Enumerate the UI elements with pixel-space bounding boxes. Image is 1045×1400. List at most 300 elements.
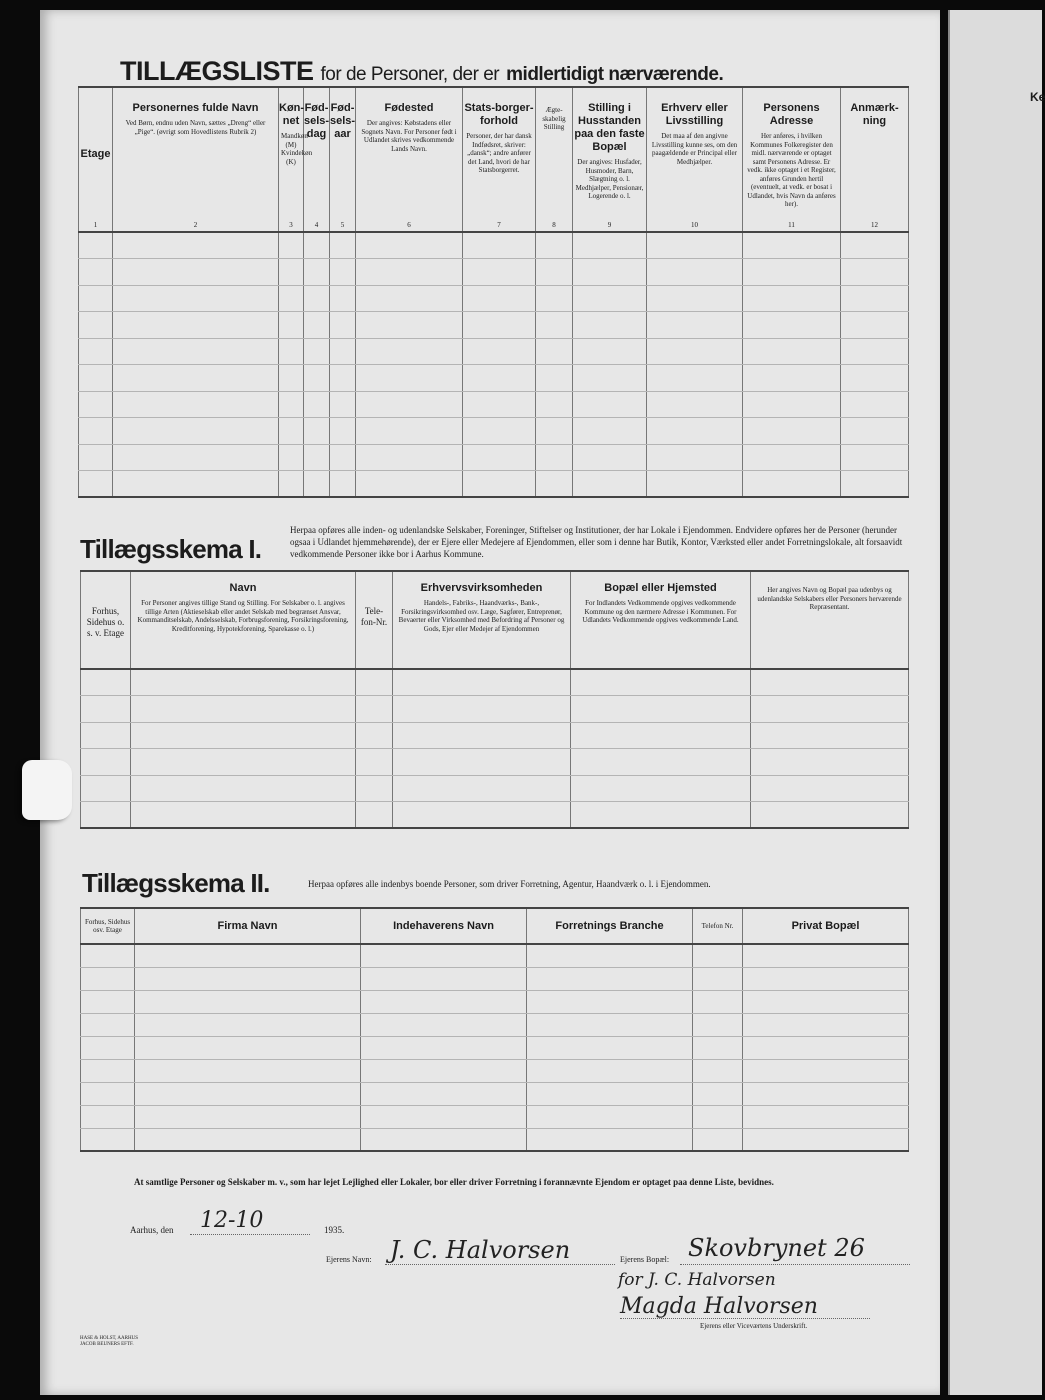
skema2-header-col-4 bbox=[527, 908, 693, 944]
table-cell[interactable] bbox=[81, 1036, 135, 1059]
skema1-header-col-1 bbox=[81, 571, 131, 669]
table-cell[interactable] bbox=[573, 444, 647, 471]
table-cell[interactable] bbox=[81, 1105, 135, 1128]
table-cell[interactable] bbox=[743, 391, 841, 418]
table-cell[interactable] bbox=[647, 232, 743, 259]
list-header-title: Fød-sels-dag bbox=[304, 102, 330, 140]
table-cell[interactable] bbox=[113, 444, 279, 471]
table-cell[interactable] bbox=[527, 1036, 693, 1059]
table-cell[interactable] bbox=[356, 259, 463, 286]
skema1-header-subtitle: Handels-, Fabriks-, Haandværks-, Bank-, Forsikringsvirksomhed osv. Læge, Sagfører, Entreprenør, Bevaerter eller Virksomhed med Befordring af Personer og Gods, Ejer eller Medejer af Ejendommen bbox=[398, 599, 565, 633]
table-cell[interactable] bbox=[79, 312, 113, 339]
table-cell[interactable] bbox=[356, 669, 393, 696]
table-cell[interactable] bbox=[356, 365, 463, 392]
table-cell[interactable] bbox=[743, 285, 841, 312]
table-cell[interactable] bbox=[81, 1082, 135, 1105]
skema2-header-title: Forretnings Branche bbox=[555, 919, 664, 932]
table-cell[interactable] bbox=[361, 1013, 527, 1036]
list-header-col-2 bbox=[113, 87, 279, 232]
table-cell[interactable] bbox=[135, 990, 361, 1013]
table-cell[interactable] bbox=[571, 669, 751, 696]
list-header-col-10 bbox=[647, 87, 743, 232]
table-row bbox=[79, 391, 909, 418]
table-cell[interactable] bbox=[361, 1105, 527, 1128]
table-cell[interactable] bbox=[79, 365, 113, 392]
place-label: Aarhus, den bbox=[130, 1225, 174, 1235]
next-page-text: Ke bbox=[1030, 90, 1045, 104]
table-cell[interactable] bbox=[393, 775, 571, 802]
table-cell[interactable] bbox=[330, 391, 356, 418]
table-cell[interactable] bbox=[81, 775, 131, 802]
table-cell[interactable] bbox=[743, 990, 909, 1013]
table-cell[interactable] bbox=[647, 312, 743, 339]
list-header-col-12 bbox=[841, 87, 909, 232]
table-cell[interactable] bbox=[330, 232, 356, 259]
list-header-col-3 bbox=[279, 87, 313, 232]
table-cell[interactable] bbox=[330, 312, 356, 339]
table-cell[interactable] bbox=[361, 990, 527, 1013]
table-cell[interactable] bbox=[131, 669, 356, 696]
skema1-header-subtitle: For Personer angives tillige Stand og Stilling. For Selskaber o. l. angives tillige Arten (Aktieselskab eller andet Selskab med begrænset Ansvar, Kommanditselskab, Andelsselskab, Forbrugsforening, Forsikringsforening, Kreditforening, Hypotekforening, Sparekasse o. l.) bbox=[137, 599, 349, 633]
table-row bbox=[79, 338, 909, 365]
skema1-header-col-3 bbox=[356, 571, 393, 669]
table-cell[interactable] bbox=[841, 232, 909, 259]
table-cell[interactable] bbox=[571, 696, 751, 723]
list-title bbox=[120, 56, 723, 87]
table-cell[interactable] bbox=[743, 1059, 909, 1082]
table-cell[interactable] bbox=[356, 418, 463, 445]
table-cell[interactable] bbox=[647, 418, 743, 445]
column-number: 4 bbox=[314, 221, 319, 229]
table-cell[interactable] bbox=[393, 696, 571, 723]
table-cell[interactable] bbox=[304, 365, 330, 392]
list-header-title: Stilling i Husstanden paa den faste Bopæl bbox=[574, 102, 645, 153]
table-cell[interactable] bbox=[743, 418, 841, 445]
list-header-col-4 bbox=[304, 87, 330, 232]
table-cell[interactable] bbox=[330, 338, 356, 365]
table-cell[interactable] bbox=[573, 365, 647, 392]
table-cell[interactable] bbox=[693, 967, 743, 990]
table-cell[interactable] bbox=[131, 722, 356, 749]
table-row bbox=[79, 471, 909, 498]
table-cell[interactable] bbox=[841, 391, 909, 418]
table-cell[interactable] bbox=[571, 749, 751, 776]
supplement-list-table bbox=[78, 86, 909, 498]
table-row bbox=[79, 285, 909, 312]
table-cell[interactable] bbox=[81, 944, 135, 967]
table-row bbox=[81, 1036, 909, 1059]
year-text: 1935. bbox=[324, 1225, 345, 1235]
table-cell[interactable] bbox=[393, 749, 571, 776]
table-cell[interactable] bbox=[131, 696, 356, 723]
table-cell[interactable] bbox=[527, 1082, 693, 1105]
table-cell[interactable] bbox=[304, 471, 330, 498]
table-cell[interactable] bbox=[841, 418, 909, 445]
table-cell[interactable] bbox=[647, 365, 743, 392]
table-cell[interactable] bbox=[743, 944, 909, 967]
table-cell[interactable] bbox=[841, 285, 909, 312]
table-cell[interactable] bbox=[693, 1128, 743, 1151]
table-cell[interactable] bbox=[536, 312, 573, 339]
table-cell[interactable] bbox=[279, 471, 304, 498]
table-cell[interactable] bbox=[356, 312, 463, 339]
title-rest: for de Personer, der er bbox=[320, 64, 500, 85]
skema2-header-col-3 bbox=[361, 908, 527, 944]
proxy-handwritten: for J. C. Halvorsen bbox=[618, 1270, 776, 1290]
list-header-subtitle: Ægte-skabelig Stilling bbox=[542, 106, 566, 131]
table-cell[interactable] bbox=[573, 391, 647, 418]
table-cell[interactable] bbox=[536, 338, 573, 365]
table-row bbox=[81, 1013, 909, 1036]
table-cell[interactable] bbox=[647, 259, 743, 286]
table-cell[interactable] bbox=[330, 471, 356, 498]
table-cell[interactable] bbox=[693, 1059, 743, 1082]
table-cell[interactable] bbox=[573, 312, 647, 339]
table-cell[interactable] bbox=[356, 749, 393, 776]
table-cell[interactable] bbox=[79, 471, 113, 498]
skema2-header-title: Privat Bopæl bbox=[791, 919, 860, 932]
table-cell[interactable] bbox=[135, 1082, 361, 1105]
table-row bbox=[81, 944, 909, 967]
table-cell[interactable] bbox=[841, 259, 909, 286]
form-page bbox=[40, 10, 940, 1395]
table-cell[interactable] bbox=[330, 444, 356, 471]
table-row bbox=[81, 749, 909, 776]
skema1-header-title: Erhvervsvirksomheden bbox=[420, 582, 543, 594]
table-cell[interactable] bbox=[81, 967, 135, 990]
table-cell[interactable] bbox=[841, 312, 909, 339]
table-cell[interactable] bbox=[361, 1059, 527, 1082]
list-header-subtitle: Personer, der har dansk Indfødsret, skriver: „dansk“; andre anfører det Land, hvori de har Statsborgerret. bbox=[466, 132, 532, 174]
table-cell[interactable] bbox=[743, 1128, 909, 1151]
table-cell[interactable] bbox=[527, 1013, 693, 1036]
table-cell[interactable] bbox=[135, 967, 361, 990]
table-row bbox=[81, 669, 909, 696]
table-cell[interactable] bbox=[279, 259, 304, 286]
table-row bbox=[81, 1105, 909, 1128]
table-cell[interactable] bbox=[79, 444, 113, 471]
table-cell[interactable] bbox=[743, 312, 841, 339]
table-cell[interactable] bbox=[135, 1036, 361, 1059]
table-cell[interactable] bbox=[113, 232, 279, 259]
skema1-header-title: Bopæl eller Hjemsted bbox=[604, 582, 717, 594]
table-cell[interactable] bbox=[361, 1082, 527, 1105]
list-header-subtitle: Der angives: Husfader, Husmoder, Barn, Slægtning o. l. Medhjælper, Pensionær, Logerende o. l. bbox=[575, 158, 644, 200]
table-row bbox=[81, 696, 909, 723]
table-cell[interactable] bbox=[751, 802, 909, 829]
skema2-header-col-6 bbox=[743, 908, 909, 944]
table-cell[interactable] bbox=[743, 1013, 909, 1036]
table-row bbox=[81, 990, 909, 1013]
table-cell[interactable] bbox=[361, 1128, 527, 1151]
table-cell[interactable] bbox=[536, 232, 573, 259]
table-row bbox=[81, 722, 909, 749]
table-cell[interactable] bbox=[743, 967, 909, 990]
table-cell[interactable] bbox=[81, 802, 131, 829]
table-cell[interactable] bbox=[536, 365, 573, 392]
table-cell[interactable] bbox=[113, 338, 279, 365]
table-cell[interactable] bbox=[647, 285, 743, 312]
table-cell[interactable] bbox=[647, 471, 743, 498]
table-cell[interactable] bbox=[113, 471, 279, 498]
table-cell[interactable] bbox=[81, 1059, 135, 1082]
table-cell[interactable] bbox=[693, 990, 743, 1013]
table-cell[interactable] bbox=[356, 338, 463, 365]
table-cell[interactable] bbox=[356, 696, 393, 723]
column-number: 9 bbox=[607, 221, 612, 229]
list-header-title: Stats-borger-forhold bbox=[464, 102, 534, 127]
table-cell[interactable] bbox=[113, 312, 279, 339]
skema2-title: Tillægsskema II. bbox=[82, 868, 270, 898]
table-row bbox=[79, 418, 909, 445]
table-cell[interactable] bbox=[571, 802, 751, 829]
table-cell[interactable] bbox=[573, 259, 647, 286]
signature-label: Ejerens eller Viceværtens Underskrift. bbox=[700, 1322, 808, 1330]
table-cell[interactable] bbox=[647, 338, 743, 365]
list-header-col-1 bbox=[79, 87, 113, 232]
list-header-title: Fød-sels-aar bbox=[330, 102, 356, 140]
table-cell[interactable] bbox=[743, 259, 841, 286]
table-cell[interactable] bbox=[463, 418, 536, 445]
table-cell[interactable] bbox=[573, 418, 647, 445]
table-cell[interactable] bbox=[304, 285, 330, 312]
table-cell[interactable] bbox=[113, 418, 279, 445]
table-cell[interactable] bbox=[536, 418, 573, 445]
table-cell[interactable] bbox=[279, 338, 304, 365]
table-cell[interactable] bbox=[304, 444, 330, 471]
table-cell[interactable] bbox=[573, 285, 647, 312]
table-row bbox=[79, 365, 909, 392]
table-cell[interactable] bbox=[536, 285, 573, 312]
table-cell[interactable] bbox=[330, 285, 356, 312]
table-cell[interactable] bbox=[330, 259, 356, 286]
skema1-title: Tillægsskema I. bbox=[80, 534, 262, 564]
table-cell[interactable] bbox=[304, 232, 330, 259]
skema1-header-subtitle: Forhus, Sidehus o. s. v. Etage bbox=[86, 606, 125, 638]
list-header-col-9 bbox=[573, 87, 647, 232]
table-cell[interactable] bbox=[743, 471, 841, 498]
table-cell[interactable] bbox=[79, 391, 113, 418]
table-cell[interactable] bbox=[573, 232, 647, 259]
table-cell[interactable] bbox=[743, 444, 841, 471]
table-cell[interactable] bbox=[81, 990, 135, 1013]
table-cell[interactable] bbox=[841, 365, 909, 392]
table-cell[interactable] bbox=[279, 391, 304, 418]
table-cell[interactable] bbox=[279, 312, 304, 339]
table-cell[interactable] bbox=[79, 285, 113, 312]
table-cell[interactable] bbox=[743, 1082, 909, 1105]
table-cell[interactable] bbox=[751, 669, 909, 696]
table-cell[interactable] bbox=[527, 944, 693, 967]
table-cell[interactable] bbox=[356, 391, 463, 418]
table-cell[interactable] bbox=[527, 1128, 693, 1151]
list-header-title: Erhverv eller Livsstilling bbox=[661, 102, 728, 127]
table-cell[interactable] bbox=[131, 775, 356, 802]
table-cell[interactable] bbox=[356, 471, 463, 498]
table-cell[interactable] bbox=[527, 967, 693, 990]
table-cell[interactable] bbox=[463, 259, 536, 286]
table-cell[interactable] bbox=[113, 365, 279, 392]
table-cell[interactable] bbox=[647, 444, 743, 471]
table-cell[interactable] bbox=[527, 1105, 693, 1128]
skema2-note: Herpaa opføres alle indenbys boende Personer, som driver Forretning, Agentur, Haandværk o. l. i Ejendommen. bbox=[308, 879, 711, 889]
table-cell[interactable] bbox=[463, 471, 536, 498]
table-cell[interactable] bbox=[361, 944, 527, 967]
table-cell[interactable] bbox=[463, 312, 536, 339]
table-cell[interactable] bbox=[463, 391, 536, 418]
table-cell[interactable] bbox=[356, 722, 393, 749]
address-line bbox=[680, 1264, 910, 1265]
list-header-subtitle: Her anføres, i hvilken Kommunes Folkeregister den midl. nærværende er optaget samt Personens Adresse. Er vedk. ikke optaget i et Register, anføres Grunden hertil (eventuelt, at vedk. er bosat i Udlandet, hvis Navn da anføres her). bbox=[747, 132, 836, 208]
table-cell[interactable] bbox=[81, 696, 131, 723]
table-cell[interactable] bbox=[463, 285, 536, 312]
table-cell[interactable] bbox=[279, 365, 304, 392]
table-cell[interactable] bbox=[573, 471, 647, 498]
skema2-header-title: Telefon Nr. bbox=[701, 921, 734, 930]
column-number: 1 bbox=[93, 221, 98, 229]
column-number: 12 bbox=[871, 221, 878, 229]
column-number: 2 bbox=[193, 221, 198, 229]
address-label: Ejerens Bopæl: bbox=[620, 1255, 670, 1264]
table-cell[interactable] bbox=[571, 722, 751, 749]
table-cell[interactable] bbox=[693, 1036, 743, 1059]
table-cell[interactable] bbox=[743, 1036, 909, 1059]
table-cell[interactable] bbox=[527, 1059, 693, 1082]
table-cell[interactable] bbox=[463, 444, 536, 471]
table-cell[interactable] bbox=[330, 418, 356, 445]
skema2-header-col-1 bbox=[81, 908, 135, 944]
table-row bbox=[79, 259, 909, 286]
column-number: 11 bbox=[788, 221, 795, 229]
table-cell[interactable] bbox=[743, 338, 841, 365]
table-cell[interactable] bbox=[279, 418, 304, 445]
table-cell[interactable] bbox=[393, 722, 571, 749]
table-cell[interactable] bbox=[135, 1105, 361, 1128]
table-cell[interactable] bbox=[841, 338, 909, 365]
table-cell[interactable] bbox=[304, 312, 330, 339]
table-cell[interactable] bbox=[393, 802, 571, 829]
list-header-subtitle: Det maa af den angivne Livsstilling kunne ses, om den paagældende er Principal eller Medhjælper. bbox=[651, 132, 738, 166]
table-cell[interactable] bbox=[841, 444, 909, 471]
table-cell[interactable] bbox=[751, 722, 909, 749]
table-cell[interactable] bbox=[81, 1128, 135, 1151]
table-cell[interactable] bbox=[279, 232, 304, 259]
table-cell[interactable] bbox=[527, 990, 693, 1013]
table-cell[interactable] bbox=[751, 749, 909, 776]
table-cell[interactable] bbox=[361, 967, 527, 990]
table-cell[interactable] bbox=[647, 391, 743, 418]
table-row bbox=[79, 444, 909, 471]
table-cell[interactable] bbox=[81, 722, 131, 749]
date-line bbox=[190, 1234, 310, 1235]
table-cell[interactable] bbox=[361, 1036, 527, 1059]
table-cell[interactable] bbox=[356, 232, 463, 259]
table-cell[interactable] bbox=[131, 802, 356, 829]
table-cell[interactable] bbox=[79, 232, 113, 259]
table-cell[interactable] bbox=[135, 1128, 361, 1151]
skema1-header-col-6 bbox=[751, 571, 909, 669]
table-cell[interactable] bbox=[279, 444, 304, 471]
table-cell[interactable] bbox=[841, 471, 909, 498]
table-cell[interactable] bbox=[693, 1082, 743, 1105]
table-cell[interactable] bbox=[693, 944, 743, 967]
skema2-header-col-2 bbox=[135, 908, 361, 944]
table-cell[interactable] bbox=[79, 338, 113, 365]
table-cell[interactable] bbox=[279, 285, 304, 312]
table-cell[interactable] bbox=[131, 749, 356, 776]
table-cell[interactable] bbox=[743, 365, 841, 392]
table-cell[interactable] bbox=[463, 365, 536, 392]
table-cell[interactable] bbox=[743, 1105, 909, 1128]
table-cell[interactable] bbox=[536, 259, 573, 286]
table-cell[interactable] bbox=[135, 1013, 361, 1036]
column-number: 7 bbox=[497, 221, 501, 229]
table-cell[interactable] bbox=[693, 1013, 743, 1036]
table-row bbox=[81, 802, 909, 829]
table-cell[interactable] bbox=[356, 775, 393, 802]
table-cell[interactable] bbox=[536, 444, 573, 471]
column-number: 3 bbox=[289, 221, 293, 229]
table-cell[interactable] bbox=[463, 338, 536, 365]
table-cell[interactable] bbox=[81, 669, 131, 696]
column-number: 6 bbox=[407, 221, 411, 229]
signature-line bbox=[620, 1318, 870, 1319]
table-cell[interactable] bbox=[743, 232, 841, 259]
table-cell[interactable] bbox=[463, 232, 536, 259]
table-cell[interactable] bbox=[304, 391, 330, 418]
table-cell[interactable] bbox=[304, 418, 330, 445]
table-cell[interactable] bbox=[304, 259, 330, 286]
table-cell[interactable] bbox=[356, 285, 463, 312]
table-row bbox=[81, 775, 909, 802]
list-header-subtitle: Ved Børn, endnu uden Navn, sættes „Dreng“ eller „Pige“. (øvrigt som Hovedlistens Rubrik 2) bbox=[125, 119, 266, 136]
table-cell[interactable] bbox=[79, 259, 113, 286]
table-cell[interactable] bbox=[751, 696, 909, 723]
printer-mark: HASE & HOLST, AARHUS JACOB BEUNERS EFTF. bbox=[80, 1336, 138, 1347]
skema1-header-subtitle: Her angives Navn og Bopæl paa udenbys og udenlandske Selskabers eller Personers herværende Repræsentant. bbox=[757, 586, 902, 611]
table-cell[interactable] bbox=[536, 471, 573, 498]
table-cell[interactable] bbox=[113, 285, 279, 312]
skema1-note: Herpaa opføres alle inden- og udenlandske Selskaber, Foreninger, Stiftelser og Institutioner, der har Lokale i Ejendommen. Endvidere opføres her de Personer (herunder ogsaa i Udlandet hjemmehørende), der er Ejere eller Medejere af Ejendommen, eller som i denne har Butik, Kontor, Værksted eller andet Forretningslokale, alt forsaavidt vedkommende Personer ikke bor i Aarhus Kommune. bbox=[290, 525, 903, 559]
table-cell[interactable] bbox=[536, 391, 573, 418]
table-cell[interactable] bbox=[81, 1013, 135, 1036]
table-cell[interactable] bbox=[113, 391, 279, 418]
owner-line bbox=[385, 1264, 615, 1265]
table-cell[interactable] bbox=[81, 749, 131, 776]
column-number: 5 bbox=[340, 221, 345, 229]
table-cell[interactable] bbox=[573, 338, 647, 365]
table-cell[interactable] bbox=[304, 338, 330, 365]
signature-handwritten: Magda Halvorsen bbox=[620, 1294, 818, 1319]
table-cell[interactable] bbox=[751, 775, 909, 802]
table-cell[interactable] bbox=[356, 802, 393, 829]
list-header-col-5 bbox=[330, 87, 356, 232]
skema2-header-title: Firma Navn bbox=[217, 919, 278, 932]
table-cell[interactable] bbox=[693, 1105, 743, 1128]
table-cell[interactable] bbox=[393, 669, 571, 696]
table-cell[interactable] bbox=[135, 944, 361, 967]
table-cell[interactable] bbox=[113, 259, 279, 286]
table-row bbox=[81, 1082, 909, 1105]
table-row bbox=[81, 1128, 909, 1151]
table-cell[interactable] bbox=[330, 365, 356, 392]
attestation-text: At samtlige Personer og Selskaber m. v., som har lejet Lejlighed eller Lokaler, bor eller driver Forretning i forannævnte Ejendom er optaget paa denne Liste, bevidnes. bbox=[134, 1177, 774, 1187]
skema2-header-title: Indehaverens Navn bbox=[393, 919, 494, 932]
table-cell[interactable] bbox=[135, 1059, 361, 1082]
table-cell[interactable] bbox=[79, 418, 113, 445]
table-cell[interactable] bbox=[356, 444, 463, 471]
table-cell[interactable] bbox=[571, 775, 751, 802]
